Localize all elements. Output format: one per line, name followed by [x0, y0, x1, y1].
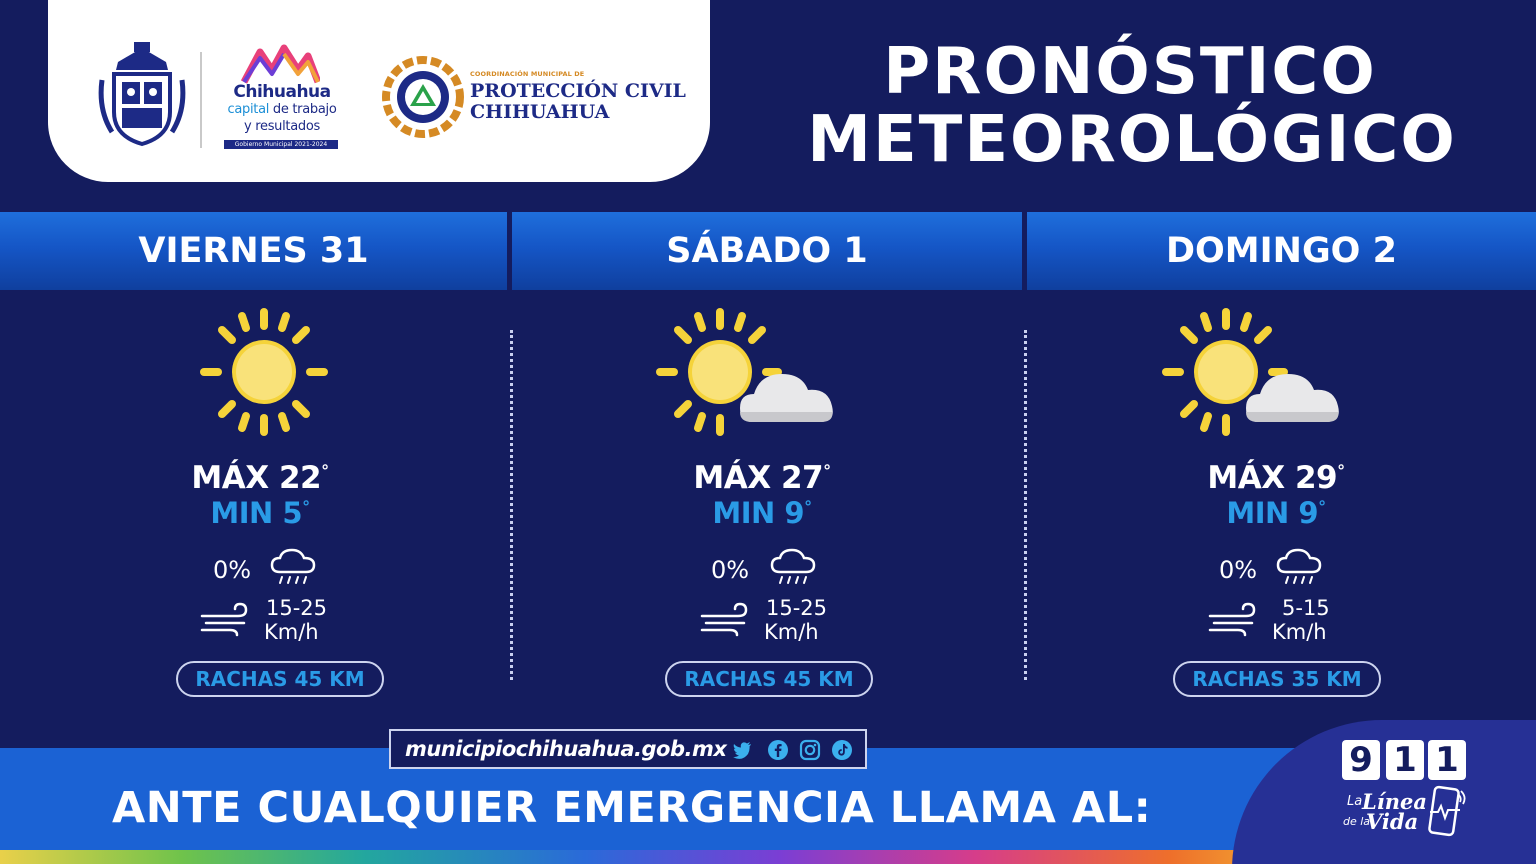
forecast-panel-saturday — [552, 300, 972, 710]
chihuahua-mountains-icon — [240, 44, 320, 84]
website-box[interactable] — [389, 729, 867, 769]
emergency-digit: 1 — [1428, 740, 1466, 780]
municipal-slogan-line1 — [210, 102, 354, 117]
emergency-digit: 9 — [1342, 740, 1380, 780]
page-title-line2: METEOROLÓGICO — [807, 103, 1457, 177]
phone-heartbeat-icon — [1424, 784, 1468, 840]
instagram-icon[interactable] — [799, 739, 821, 761]
max-temp: MÁX 29° — [1207, 460, 1345, 496]
proteccion-civil-emblem-icon — [382, 56, 464, 138]
pc-name-line1: PROTECCIÓN CIVIL — [470, 80, 686, 102]
partly-cloudy-icon — [656, 304, 856, 440]
municipal-name: Chihuahua — [233, 82, 331, 102]
rain-cloud-icon — [768, 546, 822, 588]
gusts-badge: RACHAS 45 KM — [665, 661, 873, 697]
slogan-highlight: capital — [227, 102, 270, 117]
slogan-rest: de trabajo — [269, 102, 337, 117]
linea-vida-vida: Vida — [1366, 809, 1419, 834]
sun-icon — [196, 304, 332, 440]
gusts-badge: RACHAS 45 KM — [176, 661, 384, 697]
gusts-badge: RACHAS 35 KM — [1173, 661, 1381, 697]
twitter-icon[interactable] — [731, 739, 753, 761]
day-header-friday: VIERNES 31 — [0, 212, 507, 290]
day-header-saturday: SÁBADO 1 — [512, 212, 1022, 290]
wind-speed-unit: Km/h — [264, 620, 319, 644]
wind-speed-range: 15-25 — [766, 596, 828, 620]
logo-divider — [200, 52, 202, 148]
municipal-slogan-line2: y resultados — [244, 119, 320, 134]
forecast-panel-sunday — [1066, 300, 1486, 710]
min-temp: MIN 9° — [1226, 496, 1326, 530]
day-header-sunday: DOMINGO 2 — [1027, 212, 1536, 290]
linea-vida-la: La — [1347, 794, 1363, 809]
wind-icon — [700, 602, 754, 638]
min-temp: MIN 5° — [210, 496, 310, 530]
wind-speed-range: 5-15 — [1282, 596, 1330, 620]
precip-chance: 0% — [1219, 556, 1258, 584]
wind-icon — [200, 602, 254, 638]
facebook-icon[interactable] — [767, 739, 789, 761]
rain-cloud-icon — [268, 546, 322, 588]
partly-cloudy-icon — [1162, 304, 1362, 440]
max-temp: MÁX 22° — [191, 460, 329, 496]
day-separator — [1024, 330, 1027, 680]
linea-vida-dela: de la — [1343, 815, 1371, 828]
linea-vida-linea: Línea — [1362, 789, 1427, 814]
emergency-digit: 1 — [1386, 740, 1424, 780]
emergency-call-text: ANTE CUALQUIER EMERGENCIA LLAMA AL: — [112, 783, 1152, 833]
max-temp: MÁX 27° — [693, 460, 831, 496]
website-link[interactable]: municipiochihuahua.gob.mx — [405, 737, 727, 761]
pc-coordination-label: COORDINACIÓN MUNICIPAL DE — [470, 70, 585, 78]
wind-speed-unit: Km/h — [764, 620, 819, 644]
wind-speed-range: 15-25 — [266, 596, 328, 620]
page-title-line1: PRONÓSTICO — [883, 35, 1377, 109]
precip-chance: 0% — [213, 556, 252, 584]
rain-cloud-icon — [1274, 546, 1328, 588]
pc-name-line2: CHIHUAHUA — [470, 101, 610, 123]
wind-speed-unit: Km/h — [1272, 620, 1327, 644]
day-separator — [510, 330, 513, 680]
wind-icon — [1208, 602, 1262, 638]
forecast-panel-friday — [50, 300, 470, 710]
tiktok-icon[interactable] — [831, 739, 853, 761]
municipal-crest-icon — [98, 40, 186, 150]
rainbow-stripe — [0, 850, 1300, 864]
precip-chance: 0% — [711, 556, 750, 584]
government-band: Gobierno Municipal 2021-2024 — [224, 140, 338, 149]
min-temp: MIN 9° — [712, 496, 812, 530]
